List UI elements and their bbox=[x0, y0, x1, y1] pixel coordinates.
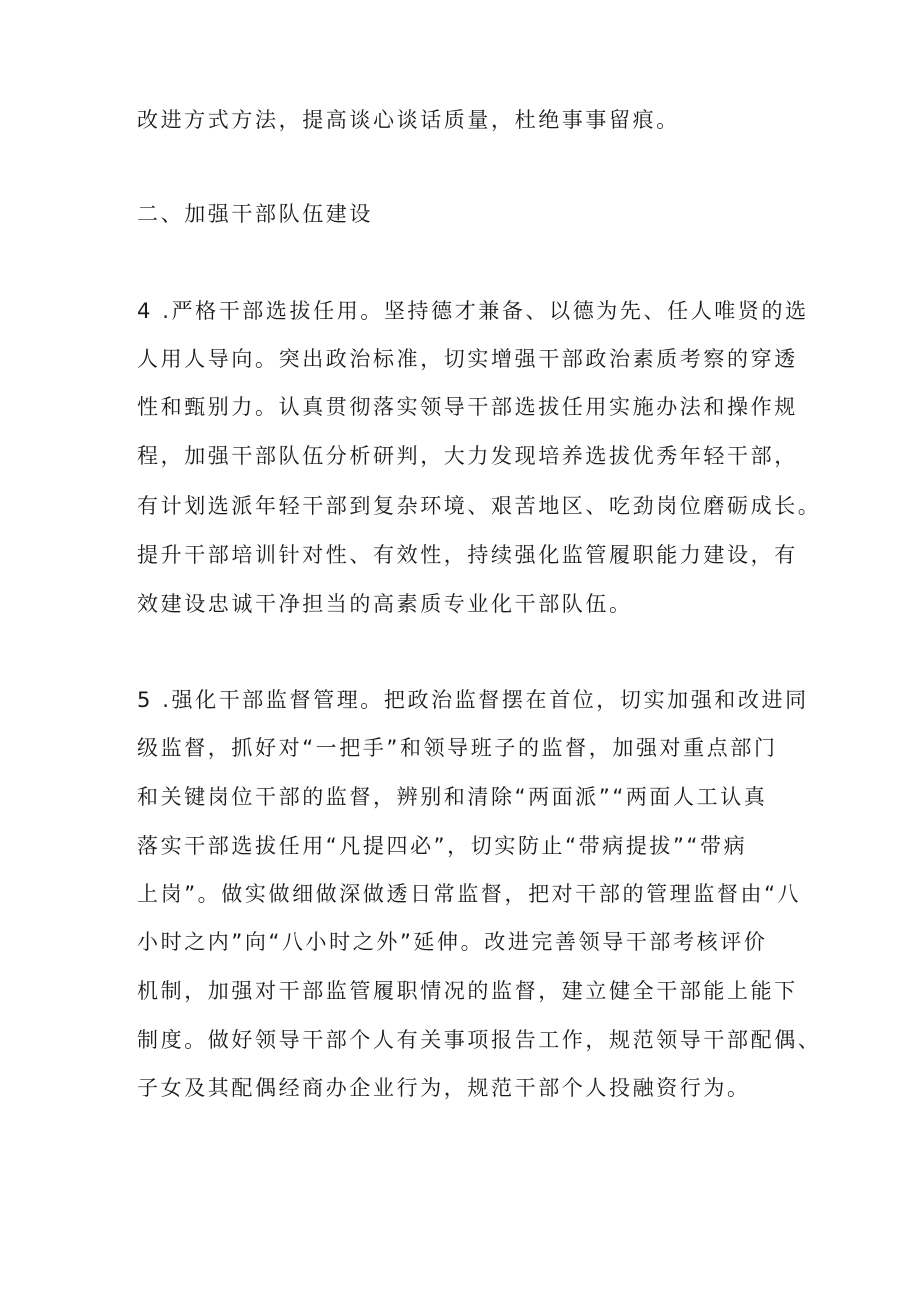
paragraph-line: 4 .严格干部选拔任用。坚持德才兼备、以德为先、任人唯贤的选 bbox=[137, 299, 809, 323]
paragraph-line: 子女及其配偶经商办企业行为，规范干部个人投融资行为。 bbox=[137, 1076, 751, 1100]
paragraph-line: 程，加强干部队伍分析研判，大力发现培养选拔优秀年轻干部， bbox=[137, 444, 798, 468]
paragraph-line: 小时之内”向“八小时之外”延伸。改进完善领导干部考核评价 bbox=[137, 930, 768, 954]
paragraph-line: 性和甄别力。认真贯彻落实领导干部选拔任用实施办法和操作规 bbox=[137, 395, 798, 419]
paragraph-line: 有计划选派年轻干部到复杂环境、艰苦地区、吃劲岗位磨砺成长。 bbox=[137, 494, 822, 518]
paragraph-line: 机制，加强对干部监管履职情况的监督，建立健全干部能上能下 bbox=[137, 979, 798, 1003]
paragraph-line: 落实干部选拔任用“凡提四必”，切实防止“带病提拔”“带病 bbox=[137, 834, 748, 858]
section-heading: 二、加强干部队伍建设 bbox=[137, 202, 373, 226]
paragraph-line: 5 .强化干部监督管理。把政治监督摆在首位，切实加强和改进同 bbox=[137, 688, 809, 712]
paragraph-line: 提升干部培训针对性、有效性，持续强化监管履职能力建设，有 bbox=[137, 543, 798, 567]
paragraph-line: 效建设忠诚干净担当的高素质专业化干部队伍。 bbox=[137, 592, 633, 616]
paragraph-line: 级监督，抓好对“一把手”和领导班子的监督，加强对重点部门 bbox=[137, 736, 778, 760]
paragraph-line: 上岗”。做实做细做深做透日常监督，把对干部的管理监督由“八 bbox=[137, 882, 802, 906]
paragraph-line: 改进方式方法，提高谈心谈话质量，杜绝事事留痕。 bbox=[137, 108, 680, 132]
paragraph-line: 人用人导向。突出政治标准，切实增强干部政治素质考察的穿透 bbox=[137, 347, 798, 371]
paragraph-line: 制度。做好领导干部个人有关事项报告工作，规范领导干部配偶、 bbox=[137, 1028, 822, 1052]
paragraph-line: 和关键岗位干部的监督，辨别和清除“两面派”“两面人工认真 bbox=[137, 785, 768, 809]
